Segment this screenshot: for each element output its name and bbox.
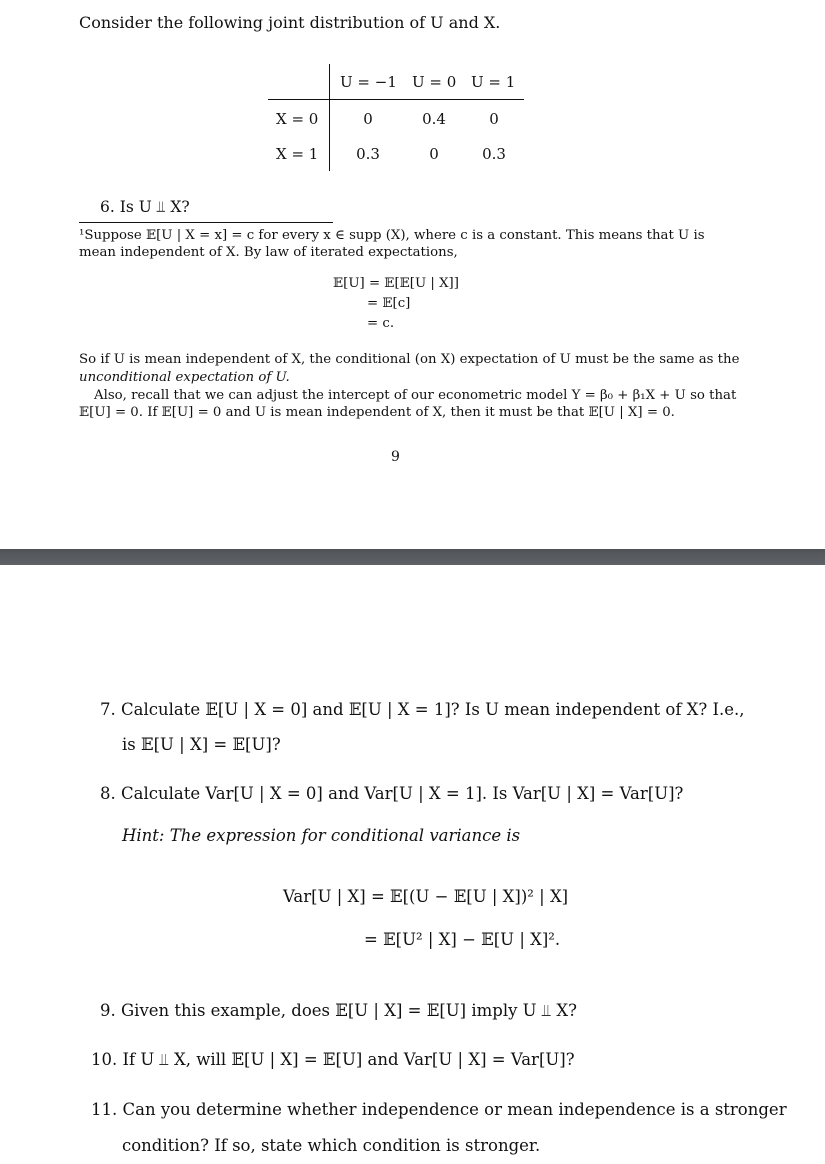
table-cell: 0.4: [422, 110, 446, 128]
question-11: 11. Can you determine whether independence or mean independence is a stronger: [91, 1100, 787, 1119]
footnote-line: Also, recall that we can adjust the intercept of our econometric model Y = β₀ + β₁X + U so that: [94, 388, 737, 403]
table-cell: 0: [429, 145, 439, 163]
footnote-equation: = c.: [367, 316, 395, 331]
intro-text: Consider the following joint distribution of U and X.: [79, 13, 501, 32]
table-cell: 0: [363, 110, 373, 128]
column-header-u-neg1: U = −1: [340, 73, 397, 91]
footnote-line: 𝔼[U] = 0. If 𝔼[U] = 0 and U is mean independent of X, then it must be that 𝔼[U | X] = 0.: [79, 405, 675, 420]
question-9: 9. Given this example, does 𝔼[U | X] = 𝔼[U] imply U ⫫ X?: [100, 1001, 577, 1020]
footnote-line: ¹Suppose 𝔼[U | X = x] = c for every x ∈ supp (X), where c is a constant. This means that U is: [79, 228, 705, 243]
table-cell: 0: [489, 110, 499, 128]
table-horizontal-rule: [268, 99, 524, 100]
page-number: 9: [391, 449, 400, 465]
footnote-line: unconditional expectation of U.: [79, 370, 290, 385]
question-7-continued: is 𝔼[U | X] = 𝔼[U]?: [122, 735, 281, 754]
footnote-line: mean independent of X. By law of iterated expectations,: [79, 245, 458, 260]
table-vertical-rule: [329, 64, 330, 171]
joint-distribution-table: [268, 64, 524, 171]
table-cell: 0.3: [356, 145, 380, 163]
row-label-x1: X = 1: [276, 145, 319, 163]
question-8: 8. Calculate Var[U | X = 0] and Var[U | X = 1]. Is Var[U | X] = Var[U]?: [100, 784, 684, 803]
row-label-x0: X = 0: [276, 110, 319, 128]
question-10: 10. If U ⫫ X, will 𝔼[U | X] = 𝔼[U] and Var[U | X] = Var[U]?: [91, 1050, 575, 1069]
variance-equation: Var[U | X] = 𝔼[(U − 𝔼[U | X])² | X]: [283, 887, 569, 906]
footnote-rule: [79, 222, 333, 223]
footnote-equation: = 𝔼[c]: [367, 296, 411, 311]
question-11-continued: condition? If so, state which condition is stronger.: [122, 1136, 541, 1155]
page-separator: [0, 549, 825, 565]
footnote-equation: 𝔼[U] = 𝔼[𝔼[U | X]]: [333, 276, 459, 291]
footnote-line: So if U is mean independent of X, the conditional (on X) expectation of U must be the same as the: [79, 352, 740, 367]
variance-equation: = 𝔼[U² | X] − 𝔼[U | X]².: [364, 930, 561, 949]
question-6: 6. Is U ⫫ X?: [100, 198, 190, 216]
hint-text: Hint: The expression for conditional variance is: [122, 826, 521, 845]
table-cell: 0.3: [482, 145, 506, 163]
question-7: 7. Calculate 𝔼[U | X = 0] and 𝔼[U | X = 1]? Is U mean independent of X? I.e.,: [100, 700, 745, 719]
column-header-u-1: U = 1: [471, 73, 516, 91]
column-header-u-0: U = 0: [412, 73, 457, 91]
